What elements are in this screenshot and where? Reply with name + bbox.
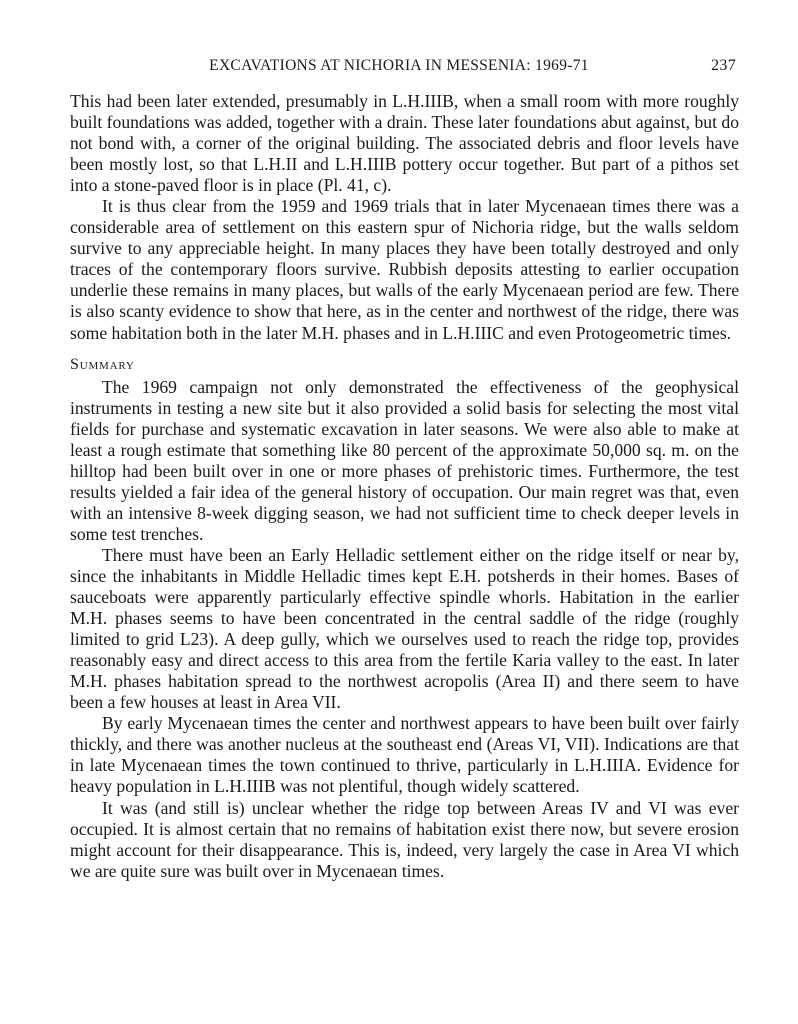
page-number: 237 <box>711 57 736 74</box>
summary-paragraph-early-helladic: There must have been an Early Helladic settlement either on the ridge itself or near by, since the inhabitants in Middle Helladic times kept E.H. potsherds in their homes. Bases of sauceboats were apparently particularly effective spindle whorls. Habitation in the earlier M.H. phases seems to have been concentrated in the central saddle of the ridge (roughly limited to grid L23). A deep gully, which we ourselves used to reach the ridge top, provides reasonably easy and direct access to this area from the fertile Karia valley to the east. In later M.H. phases habitation spread to the northwest acropolis (Area II) and there seem to have been a few houses at least in Area VII. <box>70 544 739 713</box>
running-title: EXCAVATIONS AT NICHORIA IN MESSENIA: 1969-71 <box>209 57 589 74</box>
summary-paragraph-mycenaean: By early Mycenaean times the center and northwest appears to have been built over fairly thickly, and there was another nucleus at the southeast end (Areas VI, VII). Indications are that in late Mycenaean times the town continued to thrive, particularly in L.H.IIIA. Evidence for heavy population in L.H.IIIB was not plentiful, though widely scattered. <box>70 713 739 797</box>
section-heading-summary: Summary <box>70 355 135 373</box>
summary-paragraph-ridge-top: It was (and still is) unclear whether the ridge top between Areas IV and VI was ever occupied. It is almost certain that no remains of habitation exist there now, but severe erosion might account for their disappearance. This is, indeed, very largely the case in Area VI which we are quite sure was built over in Mycenaean times. <box>70 797 739 881</box>
body-text <box>70 91 739 882</box>
paragraph-continuation: This had been later extended, presumably in L.H.IIIB, when a small room with more roughly built foundations was added, together with a drain. These later foundations abut against, but do not bond with, a corner of the original building. The associated debris and floor levels have been mostly lost, so that L.H.II and L.H.IIIB pottery occur together. But part of a pithos set into a stone-paved floor is in place (Pl. 41, c). <box>70 91 739 196</box>
paragraph-mycenaean-settlement: It is thus clear from the 1959 and 1969 trials that in later Mycenaean times there was a considerable area of settlement on this eastern spur of Nichoria ridge, but the walls seldom survive to any appreciable height. In many places they have been totally destroyed and only traces of the contemporary floors survive. Rubbish deposits attesting to earlier occupation underlie these remains in many places, but walls of the early Mycenaean period are few. There is also scanty evidence to show that here, as in the center and northwest of the ridge, there was some habitation both in the later M.H. phases and in L.H.IIIC and even Protogeometric times. <box>70 196 739 343</box>
running-header <box>0 57 798 79</box>
summary-paragraph-campaign: The 1969 campaign not only demonstrated the effectiveness of the geophysical instruments in testing a new site but it also provided a solid basis for selecting the most vital fields for purchase and systematic excavation in later seasons. We were also able to make at least a rough estimate that something like 80 percent of the approximate 50,000 sq. m. on the hilltop had been built over in one or more phases of prehistoric times. Furthermore, the test results yielded a fair idea of the general history of occupation. Our main regret was that, even with an intensive 8-week digging season, we had not sufficient time to check deeper levels in some test trenches. <box>70 376 739 544</box>
